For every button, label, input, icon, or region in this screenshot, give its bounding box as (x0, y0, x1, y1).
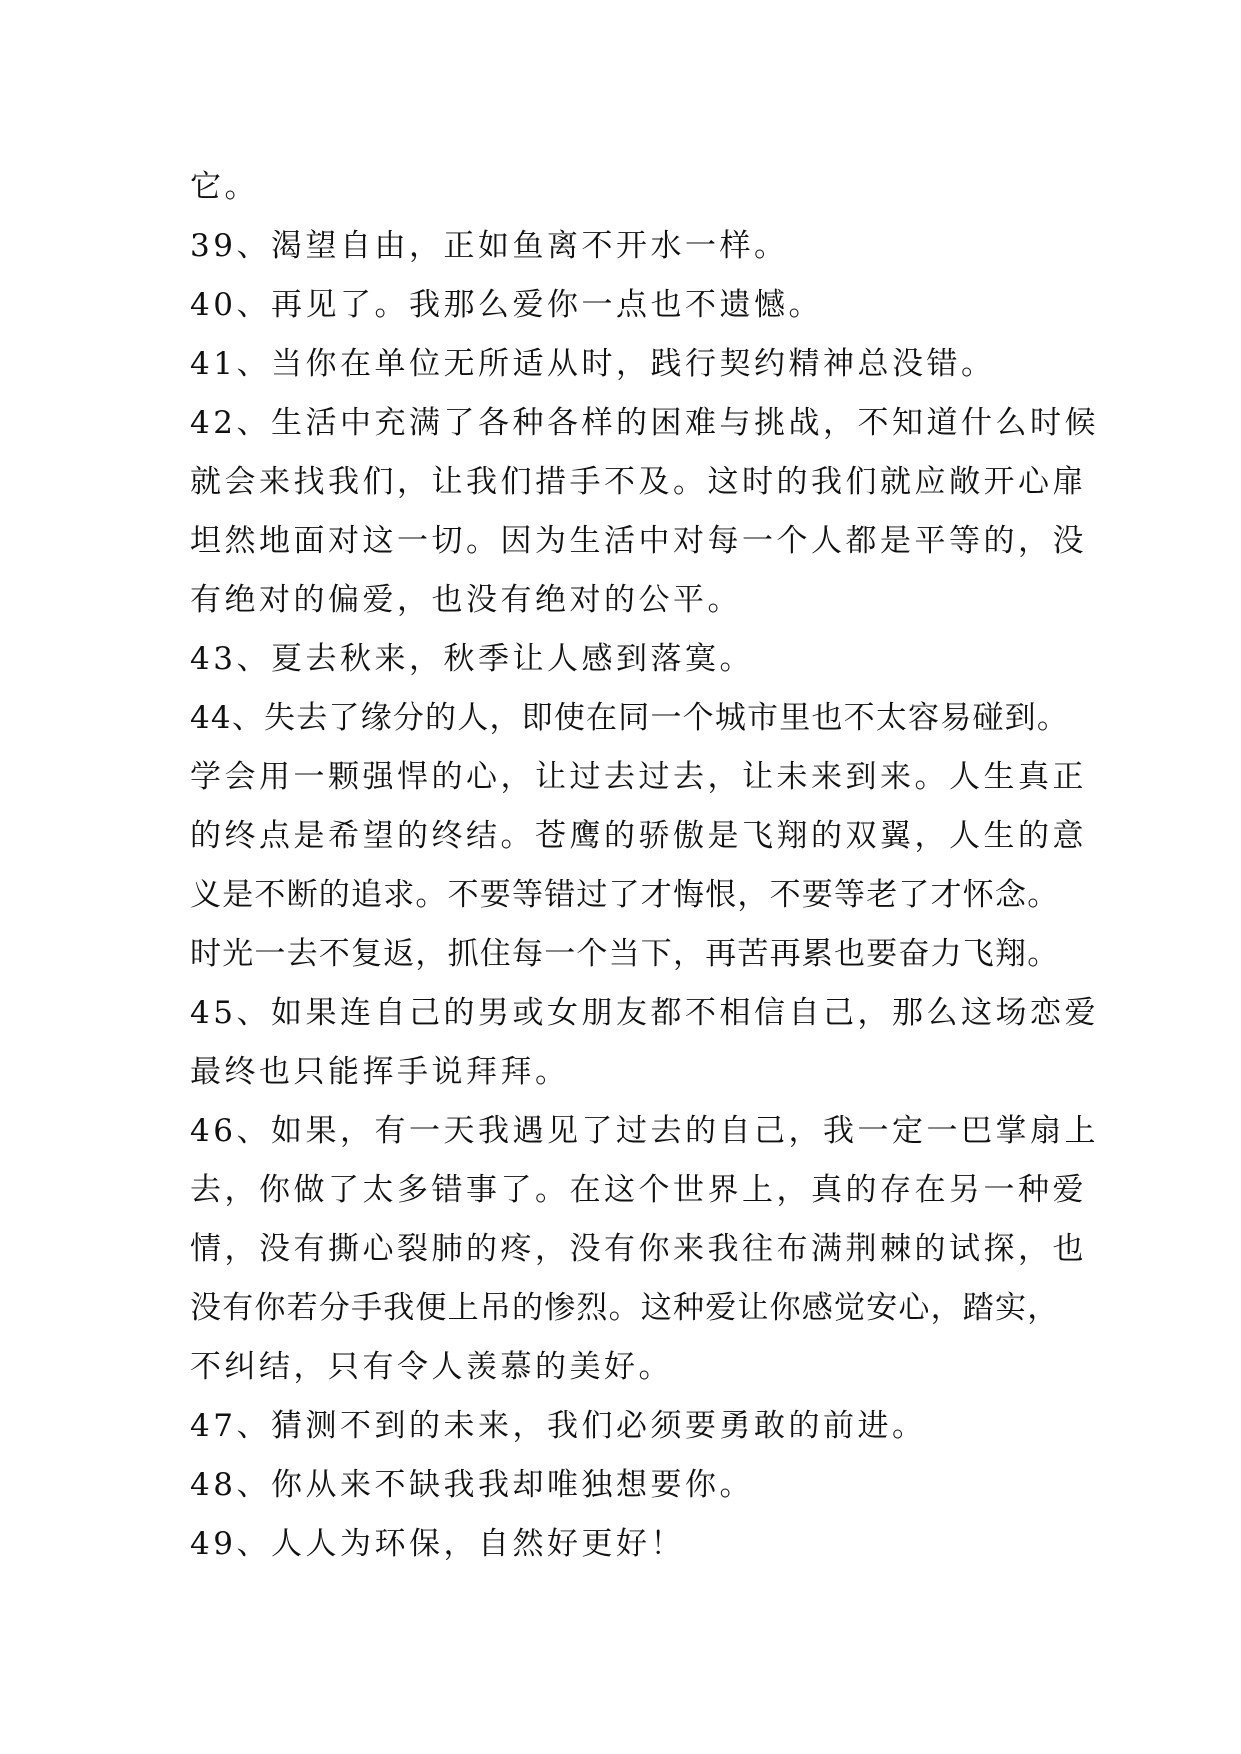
text-line: 有绝对的偏爱，也没有绝对的公平。 (190, 582, 742, 618)
text-line: 41、当你在单位无所适从时，践行契约精神总没错。 (190, 346, 996, 382)
text-line: 45、如果连自己的男或女朋友都不相信自己，那么这场恋爱 (190, 995, 1099, 1031)
text-line: 坦然地面对这一切。因为生活中对每一个人都是平等的，没 (190, 523, 1087, 559)
text-line: 就会来找我们，让我们措手不及。这时的我们就应敞开心扉 (190, 464, 1087, 500)
document-text (190, 158, 1099, 1574)
text-line: 44、失去了缘分的人，即使在同一个城市里也不太容易碰到。 (190, 700, 1070, 736)
text-line: 39、渴望自由，正如鱼离不开水一样。 (190, 228, 789, 264)
text-line: 学会用一颗强悍的心，让过去过去，让未来到来。人生真正 (190, 759, 1087, 795)
text-line: 没有你若分手我便上吊的惨烈。这种爱让你感觉安心，踏实， (190, 1290, 1060, 1326)
text-line: 情，没有撕心裂肺的疼，没有你来我往布满荆棘的试探，也 (190, 1231, 1087, 1267)
text-line: 42、生活中充满了各种各样的困难与挑战，不知道什么时候 (190, 405, 1099, 441)
text-line: 时光一去不复返，抓住每一个当下，再苦再累也要奋力飞翔。 (190, 936, 1060, 972)
text-line: 去，你做了太多错事了。在这个世界上，真的存在另一种爱 (190, 1172, 1087, 1208)
text-line: 43、夏去秋来，秋季让人感到落寞。 (190, 641, 754, 677)
text-line: 40、再见了。我那么爱你一点也不遗憾。 (190, 287, 823, 323)
text-line: 不纠结，只有令人羡慕的美好。 (190, 1349, 673, 1385)
text-line: 49、人人为环保，自然好更好！ (190, 1526, 685, 1562)
text-line: 46、如果，有一天我遇见了过去的自己，我一定一巴掌扇上 (190, 1113, 1099, 1149)
text-line: 义是不断的追求。不要等错过了才悔恨，不要等老了才怀念。 (190, 877, 1060, 913)
text-line: 它。 (190, 169, 259, 205)
text-line: 最终也只能挥手说拜拜。 (190, 1054, 570, 1090)
text-line: 的终点是希望的终结。苍鹰的骄傲是飞翔的双翼，人生的意 (190, 818, 1087, 854)
text-line: 47、猜测不到的未来，我们必须要勇敢的前进。 (190, 1408, 927, 1444)
text-line: 48、你从来不缺我我却唯独想要你。 (190, 1467, 754, 1503)
